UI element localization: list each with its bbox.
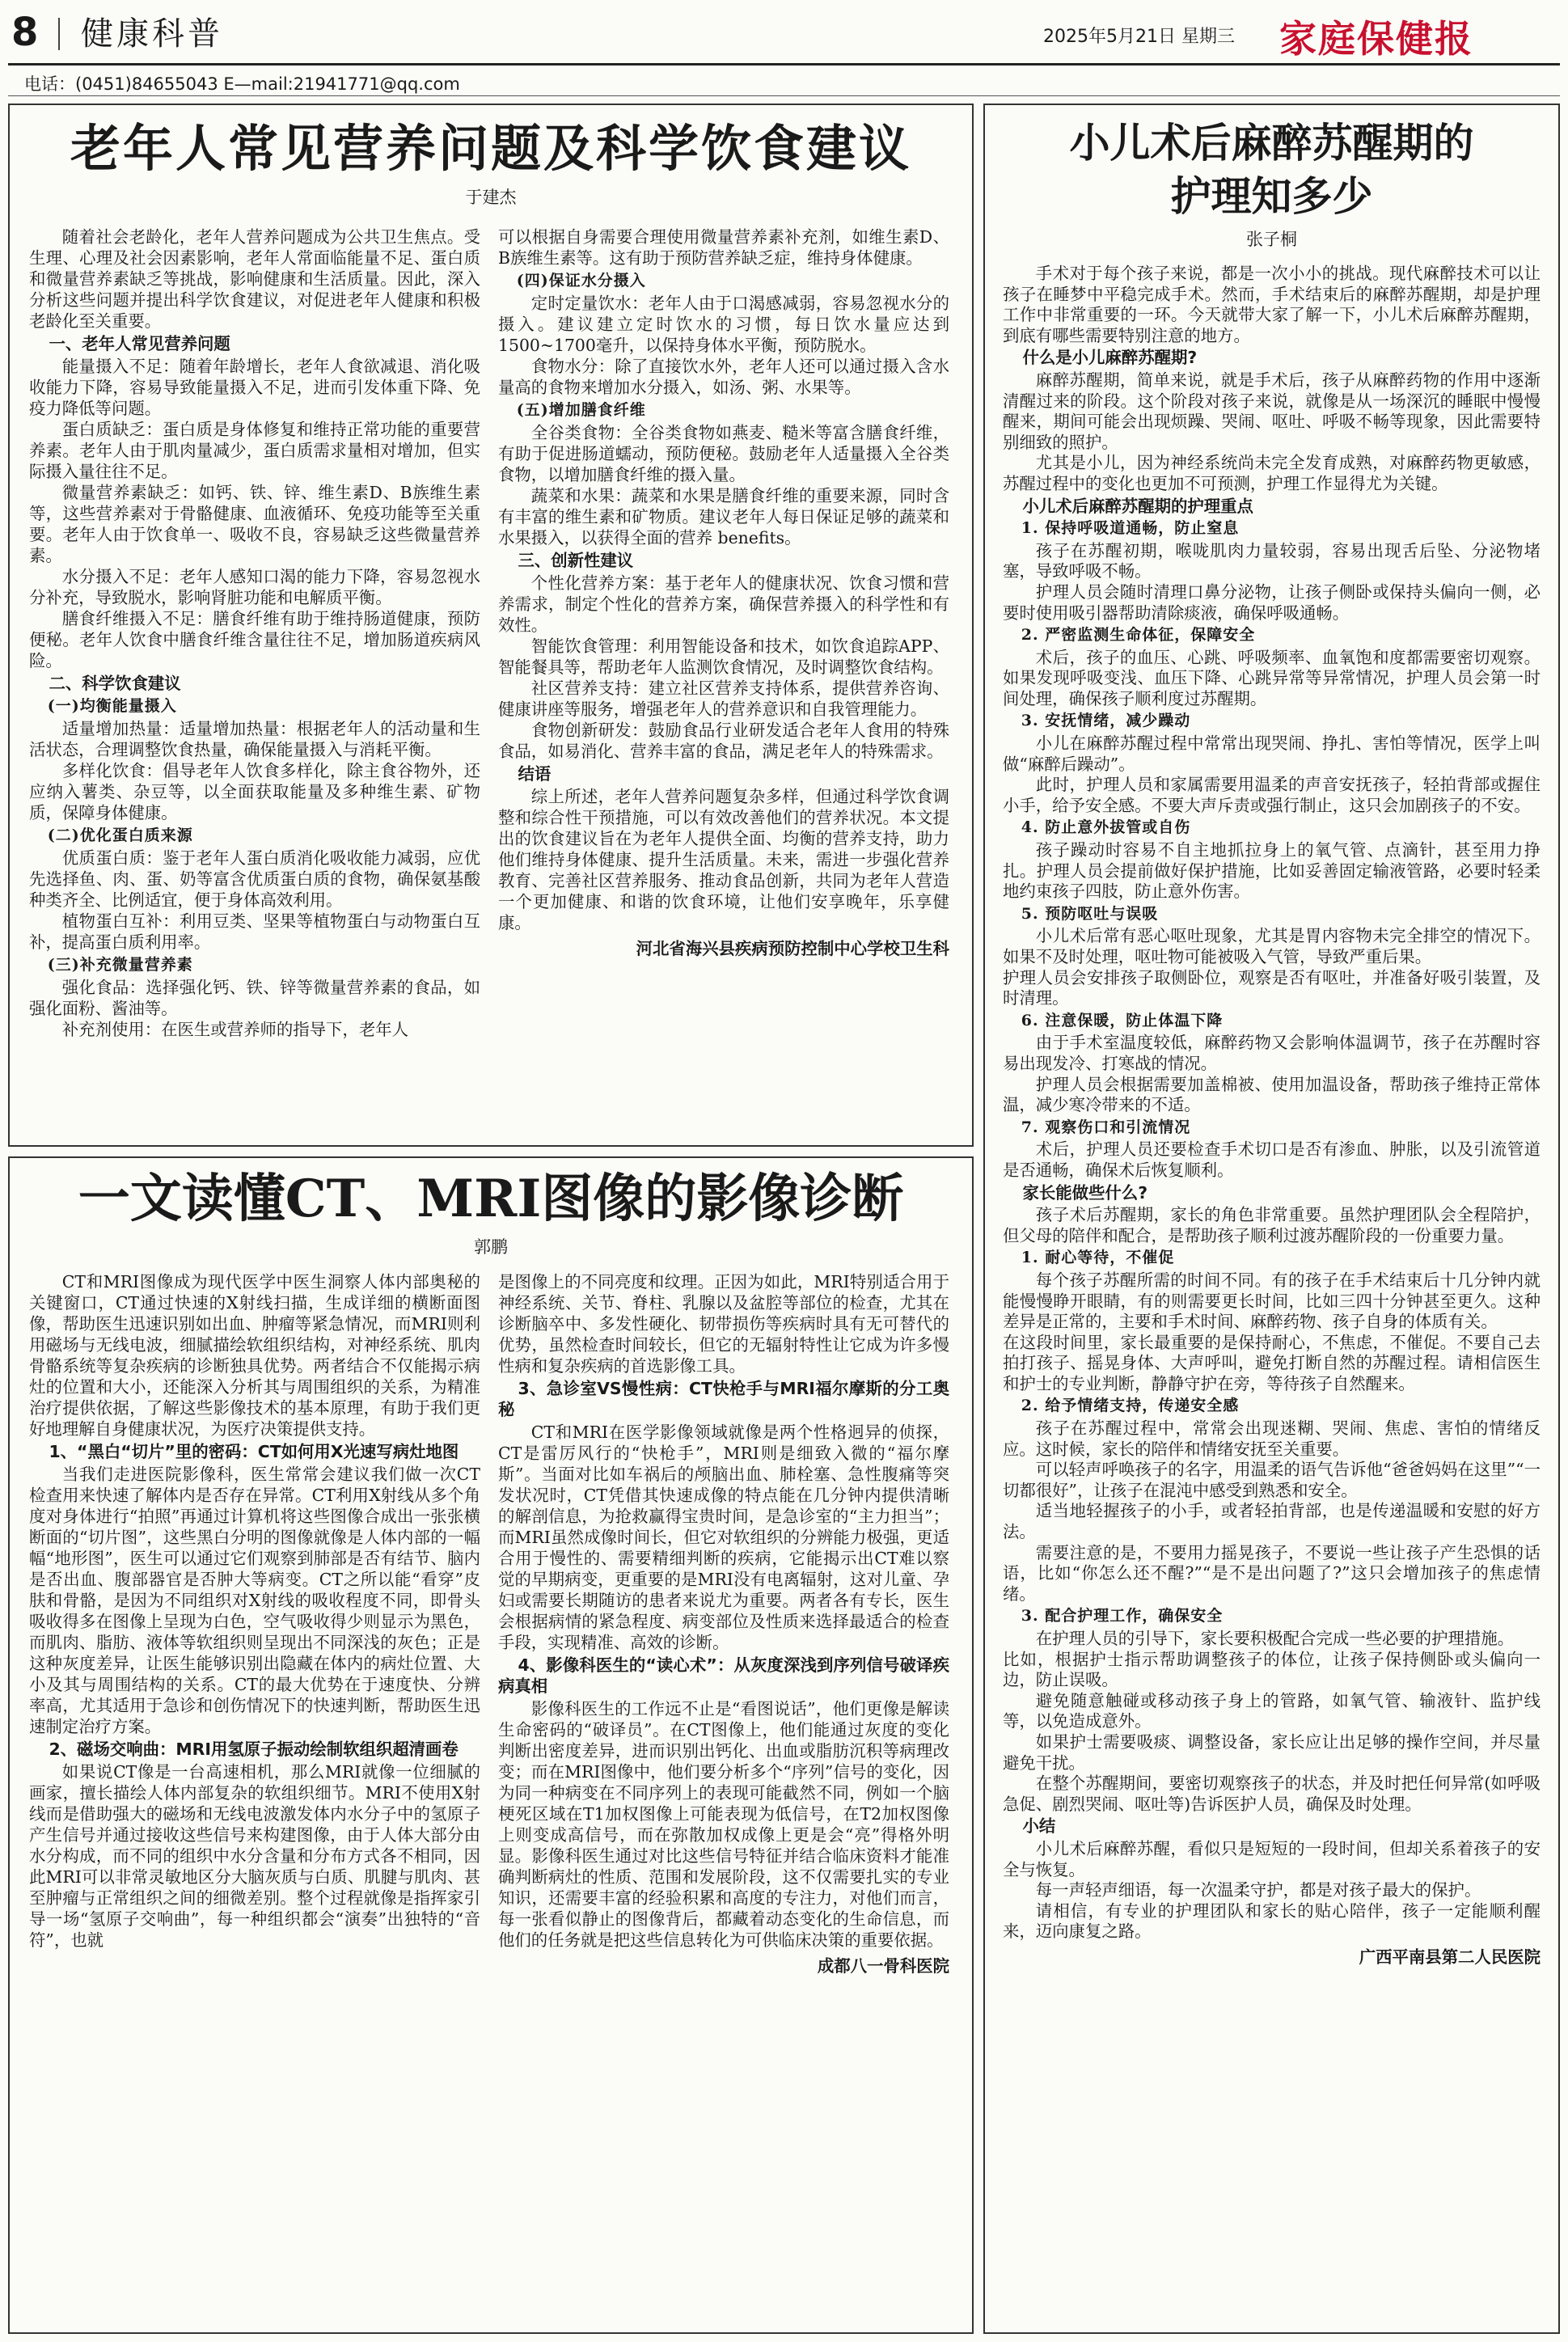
subheading: (一)均衡能量摄入 (47, 697, 177, 715)
article-ct-mri (8, 1156, 974, 2334)
paragraph: 孩子躁动时容易不自主地抓拉身上的氧气管、点滴针，甚至用力挣扎。护理人员会提前做好保护措施，比如妥善固定输液管路，必要时轻柔地约束孩子四肢，防止意外伤害。 (1003, 840, 1541, 902)
paragraph: 食物创新研发：鼓励食品行业研发适合老年人食用的特殊食品，如易消化、营养丰富的食品，满足老年人的特殊需求。 (498, 721, 949, 761)
article-title-line1: 小儿术后麻醉苏醒期的 (1069, 119, 1474, 167)
article-column (498, 226, 949, 1140)
section-title: 健康科普 (81, 15, 223, 53)
paragraph: 比如，根据护士指示帮助调整孩子的体位，让孩子保持侧卧或头偏向一边，防止误吸。 (1003, 1649, 1541, 1690)
paragraph: 避免随意触碰或移动孩子身上的管路，如氧气管、输液针、监护线等，以免造成意外。 (1003, 1690, 1541, 1731)
section-heading: 4、影像科医生的“读心术”：从灰度深浅到序列信号破译疾病真相 (498, 1655, 949, 1696)
paragraph: 孩子在苏醒初期，喉咙肌肉力量较弱，容易出现舌后坠、分泌物堵塞，导致呼吸不畅。 (1003, 540, 1541, 581)
paragraph: 随着社会老龄化，老年人营养问题成为公共卫生焦点。受生理、心理及社会因素影响，老年人常面临能量不足、蛋白质和微量营养素缺乏等挑战，影响健康和生活质量。因此，深入分析这些问题并提出科学饮食建议，对促进老年人健康和积极老龄化至关重要。 (29, 227, 480, 331)
subheading: 1. 耐心等待，不催促 (1021, 1249, 1175, 1267)
subheading: 3. 安抚情绪，减少躁动 (1021, 712, 1191, 730)
paragraph: 综上所述，老年人营养问题复杂多样，但通过科学饮食调整和综合性干预措施，可以有效改善他们的营养状况。本文提出的饮食建议旨在为老年人提供全面、均衡的营养支持，助力他们维持身体健康、提升生活质量。未来，需进一步强化营养教育、完善社区营养服务、推动食品创新，共同为老年人营造一个更加健康、和谐的饮食环境，让他们安享晚年，乐享健康。 (498, 787, 949, 932)
paragraph: 由于手术室温度较低，麻醉药物又会影响体温调节，孩子在苏醒时容易出现发冷、打寒战的情况。 (1003, 1033, 1541, 1073)
section-heading: 小结 (1022, 1816, 1056, 1837)
paragraph: 在这段时间里，家长最重要的是保持耐心，不焦虑，不催促。不要自己去拍打孩子、摇晃身体、大声呼叫，避免打断自然的苏醒过程。请相信医生和护士的专业判断，静静守护在旁，等待孩子自然醒来。 (1003, 1332, 1541, 1393)
subheading: (四)保证水分摄入 (516, 272, 646, 290)
section-heading: 3、急诊室VS慢性病：CT快枪手与MRI福尔摩斯的分工奥秘 (498, 1379, 949, 1419)
subheading: 5. 预防呕吐与误吸 (1021, 904, 1159, 923)
paragraph: 每个孩子苏醒所需的时间不同。有的孩子在手术结束后十几分钟内就能慢慢睁开眼睛，有的则需要更长时间，比如三四十分钟甚至更久。这种差异是正常的，主要和手术时间、麻醉药物、孩子自身的体质有关。 (1003, 1270, 1541, 1332)
paragraph: 如果说CT像是一台高速相机，那么MRI就像一位细腻的画家，擅长描绘人体内部复杂的软组织细节。MRI不使用X射线而是借助强大的磁场和无线电波激发体内水分子中的氢原子产生信号并通过接收这些信号来构建图像，由于人体大部分由水分构成，而不同的组织中水分含量和分布方式各不相同，因此MRI可以非常灵敏地区分大脑灰质与白质、肌腱与肌肉、甚至肿瘤与正常组织之间的细微差别。整个过程就像是指挥家引导一场“氢原子交响曲”，每一种组织都会“演奏”出独特的“音符”，也就 (29, 1762, 480, 1950)
subheading: (五)增加膳食纤维 (516, 401, 646, 419)
paragraph: CT和MRI图像成为现代医学中医生洞察人体内部奥秘的关键窗口，CT通过快速的X射线扫描，生成详细的横断面图像，帮助医生迅速识别如出血、肿瘤等紧急情况，而MRI则利用磁场与无线电波，细腻描绘软组织结构，对神经系统、肌肉骨骼系统等复杂疾病的诊断独具优势。两者结合不仅能揭示病灶的位置和大小，还能深入分析其与周围组织的关系，为精准治疗提供依据，了解这些影像技术的基本原理，有助于我们更好地理解自身健康状况，为医疗决策提供支持。 (29, 1272, 480, 1439)
paragraph: 当我们走进医院影像科，医生常常会建议我们做一次CT检查用来快速了解体内是否存在异常。CT利用X射线从多个角度对身体进行“拍照”再通过计算机将这些图像合成出一张张横断面的“切片图”，这些黑白分明的图像就像是人体内部的一幅幅“地形图”，医生可以通过它们观察到肺部是否有结节、脑内是否出血、腹部器官是否肿大等病变。CT之所以能“看穿”皮肤和骨骼，是因为不同组织对X射线的吸收程度不同，即骨头吸收得多在图像上呈现为白色，空气吸收得少则显示为黑色，而肌肉、脂肪、液体等软组织则呈现出不同深浅的灰色；正是这种灰度差异，让医生能够识别出隐藏在体内的病灶位置、大小及其与周围结构的关系。CT的最大优势在于速度快、分辨率高，尤其适用于急诊和创伤情况下的快速判断，帮助医生迅速制定治疗方案。 (29, 1465, 480, 1736)
paragraph: 全谷类食物：全谷类食物如燕麦、糙米等富含膳食纤维，有助于促进肠道蠕动，预防便秘。鼓励老年人适量摄入全谷类食物，以增加膳食纤维的摄入量。 (498, 423, 949, 484)
section-heading: 什么是小儿麻醉苏醒期? (1022, 348, 1198, 368)
paragraph: 水分摄入不足：老年人感知口渴的能力下降，容易忽视水分补充，导致脱水，影响肾脏功能和电解质平衡。 (29, 567, 480, 607)
paragraph: 小儿术后麻醉苏醒，看似只是短短的一段时间，但却关系着孩子的安全与恢复。 (1003, 1838, 1541, 1879)
page-number: 8 (11, 10, 39, 55)
subheading: (二)优化蛋白质来源 (47, 826, 193, 844)
paragraph: 护理人员会根据需要加盖棉被、使用加温设备，帮助孩子维持正常体温，减少寒冷带来的不适。 (1003, 1074, 1541, 1115)
paragraph: 智能饮食管理：利用智能设备和技术，如饮食追踪APP、智能餐具等，帮助老年人监测饮食情况，及时调整饮食结构。 (498, 636, 949, 677)
paragraph: 此时，护理人员和家属需要用温柔的声音安抚孩子，轻拍背部或握住小手，给予安全感。不要大声斥责或强行制止，这只会加剧孩子的不安。 (1003, 775, 1541, 815)
paragraph: 在护理人员的引导下，家长要积极配合完成一些必要的护理措施。 (1035, 1629, 1515, 1648)
issue-date: 2025年5月21日 星期三 (1043, 27, 1235, 47)
subheading: 6. 注意保暖，防止体温下降 (1021, 1011, 1224, 1029)
paragraph: 麻醉苏醒期，简单来说，就是手术后，孩子从麻醉药物的作用中逐渐清醒过来的阶段。这个阶段对孩子来说，就像是从一场深沉的睡眠中慢慢醒来，期间可能会出现烦躁、哭闹、呕吐、呼吸不畅等现象，因此需要特别细致的照护。 (1003, 370, 1541, 452)
paragraph: 孩子在苏醒过程中，常常会出现迷糊、哭闹、焦虑、害怕的情绪反应。这时候，家长的陪伴和情绪安抚至关重要。 (1003, 1418, 1541, 1459)
paragraph: 可以轻声呼唤孩子的名字，用温柔的语气告诉他“爸爸妈妈在这里”“一切都很好”，让孩子在混沌中感受到熟悉和安全。 (1003, 1460, 1541, 1500)
paragraph: 孩子术后苏醒期，家长的角色非常重要。虽然护理团队会全程陪护，但父母的陪伴和配合，是帮助孩子顺利过渡苏醒阶段的一份重要力量。 (1003, 1205, 1541, 1245)
article-column (498, 1271, 949, 2327)
section-heading: 家长能做些什么? (1022, 1182, 1148, 1203)
article-pediatric-anesthesia (983, 104, 1560, 2334)
paragraph: 小儿在麻醉苏醒过程中常常出现哭闹、挣扎、害怕等情况，医学上叫做“麻醉后躁动”。 (1003, 733, 1541, 774)
subheading: 2. 给予情绪支持，传递安全感 (1021, 1397, 1240, 1415)
paragraph: 植物蛋白互补：利用豆类、坚果等植物蛋白与动物蛋白互补，提高蛋白质利用率。 (29, 911, 480, 952)
subheading: 4. 防止意外拔管或自伤 (1021, 818, 1191, 837)
paragraph: 蛋白质缺乏：蛋白质是身体修复和维持正常功能的重要营养素。老年人由于肌肉量减少，蛋白质需求量相对增加，但实际摄入量往往不足。 (29, 420, 480, 481)
paragraph: CT和MRI在医学影像领域就像是两个性格迥异的侦探，CT是雷厉风行的“快枪手”，MRI则是细致入微的“福尔摩斯”。当面对比如车祸后的颅脑出血、肺栓塞、急性腹痛等突发状况时，CT凭借其快速成像的特点能在几分钟内提供清晰的解剖信息，为抢救赢得宝贵时间，是急诊室的“主力担当”；而MRI虽然成像时间长，但它对软组织的分辨能力极强，更适合用于慢性的、需要精细判断的疾病，它能揭示出CT难以察觉的早期病变，更重要的是MRI没有电离辐射，这对儿童、孕妇或需要长期随访的患者来说尤为重要。两者各有专长，医生会根据病情的紧急程度、病变部位及性质来选择最适合的检查手段，实现精准、高效的诊断。 (498, 1423, 949, 1652)
paragraph: 膳食纤维摄入不足：膳食纤维有助于维持肠道健康，预防便秘。老年人饮食中膳食纤维含量往往不足，增加肠道疾病风险。 (29, 609, 480, 670)
paragraph: 是图像上的不同亮度和纹理。正因为如此，MRI特别适合用于神经系统、关节、脊柱、乳腺以及盆腔等部位的检查，尤其在诊断脑卒中、多发性硬化、韧带损伤等疾病时具有无可替代的优势，虽然检查时间较长，但它的无辐射特性让它成为许多慢性病和复杂疾病的首选影像工具。 (498, 1272, 949, 1376)
paragraph: 护理人员会随时清理口鼻分泌物，让孩子侧卧或保持头偏向一侧，必要时使用吸引器帮助清除痰液，确保呼吸通畅。 (1003, 581, 1541, 623)
paragraph: 每一声轻声细语，每一次温柔守护，都是对孩子最大的保护。 (1035, 1880, 1481, 1900)
paragraph: 如果护士需要吸痰、调整设备，家长应让出足够的操作空间，并尽量避免干扰。 (1003, 1731, 1541, 1773)
contact-line: 电话：(0451)84655043 E—mail:21941771@qq.com (24, 74, 460, 94)
article-title: 一文读懂CT、MRI图像的影像诊断 (78, 1169, 904, 1229)
paragraph: 可以根据自身需要合理使用微量营养素补充剂，如维生素D、B族维生素等。这有助于预防营养缺乏症，维持身体健康。 (498, 227, 949, 268)
paragraph: 护理人员会安排孩子取侧卧位，观察是否有呕吐，并准备好吸引装置，及时清理。 (1003, 967, 1541, 1008)
paragraph: 需要注意的是，不要用力摇晃孩子，不要说一些让孩子产生恐惧的话语，比如“你怎么还不醒?”“是不是出问题了?”这只会增加孩子的焦虑情绪。 (1003, 1542, 1541, 1604)
paragraph: 术后，护理人员还要检查手术切口是否有渗血、肿胀，以及引流管道是否通畅，确保术后恢复顺利。 (1003, 1139, 1541, 1180)
article-column (1003, 264, 1541, 2326)
source-credit: 河北省海兴县疾病预防控制中心学校卫生科 (636, 939, 949, 958)
header-divider (58, 18, 60, 50)
paragraph: 蔬菜和水果：蔬菜和水果是膳食纤维的重要来源，同时含有丰富的维生素和矿物质。建议老年人每日保证足够的蔬菜和水果摄入，以获得全面的营养 benefits。 (498, 486, 949, 547)
paragraph: 影像科医生的工作远不止是“看图说话”，他们更像是解读生命密码的“破译员”。在CT图像上，他们能通过灰度的变化判断出密度差异，进而识别出钙化、出血或脂肪沉积等病理改变；而在MRI图像中，他们要分析多个“序列”信号的变化，因为同一种病变在不同序列上的表现可能截然不同，例如一个脑梗死区域在T1加权图像上可能表现为低信号，在T2加权图像上则变成高信号，而在弥散加权成像上更是会“亮”得格外明显。影像科医生通过对比这些信号特征并结合临床资料才能准确判断病灶的性质、范围和发展阶段，这不仅需要扎实的专业知识，还需要丰富的经验积累和高度的专注力，对他们而言，每一张看似静止的图像背后，都藏着动态变化的生命信息，而他们的任务就是把这些信息转化为可供临床决策的重要依据。 (498, 1699, 949, 1950)
paragraph: 多样化饮食：倡导老年人饮食多样化，除主食谷物外，还应纳入薯类、杂豆等，以全面获取能量及多种维生素、矿物质，保障身体健康。 (29, 761, 480, 822)
paragraph: 优质蛋白质：鉴于老年人蛋白质消化吸收能力减弱，应优先选择鱼、肉、蛋、奶等富含优质蛋白质的食物，确保氨基酸种类齐全、比例适宜，便于身体高效利用。 (29, 848, 480, 910)
paragraph: 手术对于每个孩子来说，都是一次小小的挑战。现代麻醉技术可以让孩子在睡梦中平稳完成手术。然而，手术结束后的麻醉苏醒期，却是护理工作中非常重要的一环。今天就带大家了解一下，小儿术后麻醉苏醒期，到底有哪些需要特别注意的地方。 (1003, 264, 1541, 345)
paragraph: 强化食品：选择强化钙、铁、锌等微量营养素的食品，如强化面粉、酱油等。 (29, 978, 480, 1018)
article-nutrition (8, 104, 974, 1147)
section-heading: 二、科学饮食建议 (49, 674, 181, 693)
paragraph: 适当地轻握孩子的小手，或者轻拍背部，也是传递温暖和安慰的好方法。 (1003, 1501, 1541, 1542)
paragraph: 个性化营养方案：基于老年人的健康状况、饮食习惯和营养需求，制定个性化的营养方案，确保营养摄入的科学性和有效性。 (498, 573, 949, 635)
paragraph: 社区营养支持：建立社区营养支持体系，提供营养咨询、健康讲座等服务，增强老年人的营养意识和自我管理能力。 (498, 679, 949, 719)
paragraph: 尤其是小儿，因为神经系统尚未完全发育成熟，对麻醉药物更敏感，苏醒过程中的变化也更加不可预测，护理工作显得尤为关键。 (1003, 453, 1541, 493)
paragraph: 能量摄入不足：随着年龄增长，老年人食欲减退、消化吸收能力下降，容易导致能量摄入不足，进而引发体重下降、免疫力降低等问题。 (29, 357, 480, 418)
section-heading: 三、创新性建议 (518, 551, 634, 570)
subheading: 7. 观察伤口和引流情况 (1021, 1118, 1191, 1136)
paragraph: 在整个苏醒期间，要密切观察孩子的状态，并及时把任何异常(如呼吸急促、剧烈哭闹、呕吐等)告诉医护人员，确保及时处理。 (1003, 1773, 1541, 1814)
article-title: 老年人常见营养问题及科学饮食建议 (70, 119, 911, 178)
article-column (29, 1271, 480, 2327)
paragraph: 补充剂使用：在医生或营养师的指导下，老年人 (61, 1020, 408, 1039)
source-credit: 广西平南县第二人民医院 (1359, 1947, 1541, 1967)
source-credit: 成都八一骨科医院 (817, 1956, 949, 1976)
header-rule (8, 63, 1560, 66)
section-heading: 2、磁场交响曲：MRI用氢原子振动绘制软组织超清画卷 (49, 1740, 459, 1759)
paragraph: 适量增加热量：适量增加热量：根据老年人的活动量和生活状态，合理调整饮食热量，确保能量摄入与消耗平衡。 (29, 719, 480, 759)
subheading: (三)补充微量营养素 (47, 956, 193, 974)
section-heading: 1、“黑白“切片”里的密码：CT如何用X光速写病灶地图 (49, 1442, 459, 1461)
subheading: 2. 严密监测生命体征，保障安全 (1021, 626, 1256, 645)
paragraph: 术后，孩子的血压、心跳、呼吸频率、血氧饱和度都需要密切观察。如果发现呼吸变浅、血压下降、心跳异常等异常情况，护理人员会第一时间处理，确保孩子顺利度过苏醒期。 (1003, 647, 1541, 708)
paragraph: 小儿术后常有恶心呕吐现象，尤其是胃内容物未完全排空的情况下。如果不及时处理，呕吐物可能被吸入气管，导致严重后果。 (1003, 926, 1541, 966)
paragraph: 定时定量饮水：老年人由于口渴感减弱，容易忽视水分的摄入。建议建立定时饮水的习惯，每日饮水量应达到1500~1700毫升，以保持身体水平衡，预防脱水。 (498, 294, 949, 355)
section-heading: 一、老年人常见营养问题 (49, 334, 230, 353)
section-heading: 结语 (518, 764, 552, 784)
article-column (29, 226, 480, 1140)
subheading: 3. 配合护理工作，确保安全 (1021, 1607, 1224, 1625)
section-heading: 小儿术后麻醉苏醒期的护理重点 (1022, 496, 1253, 516)
masthead: 家庭保健报 (1279, 17, 1473, 61)
article-title-line2: 护理知多少 (1170, 172, 1373, 220)
paragraph: 请相信，有专业的护理团队和家长的贴心陪伴，孩子一定能顺利醒来，迈向康复之路。 (1003, 1900, 1541, 1942)
paragraph: 食物水分：除了直接饮水外，老年人还可以通过摄入含水量高的食物来增加水分摄入，如汤、粥、水果等。 (498, 357, 949, 397)
article-author: 张子桐 (1246, 230, 1297, 249)
article-author: 于建杰 (465, 188, 517, 207)
contact-rule (8, 95, 1560, 96)
subheading: 1. 保持呼吸道通畅，防止窒息 (1021, 519, 1240, 538)
paragraph: 微量营养素缺乏：如钙、铁、锌、维生素D、B族维生素等，这些营养素对于骨骼健康、血液循环、免疫功能等至关重要。老年人由于饮食单一、吸收不良，容易缺乏这些微量营养素。 (29, 483, 480, 565)
article-author: 郭鹏 (474, 1237, 508, 1257)
